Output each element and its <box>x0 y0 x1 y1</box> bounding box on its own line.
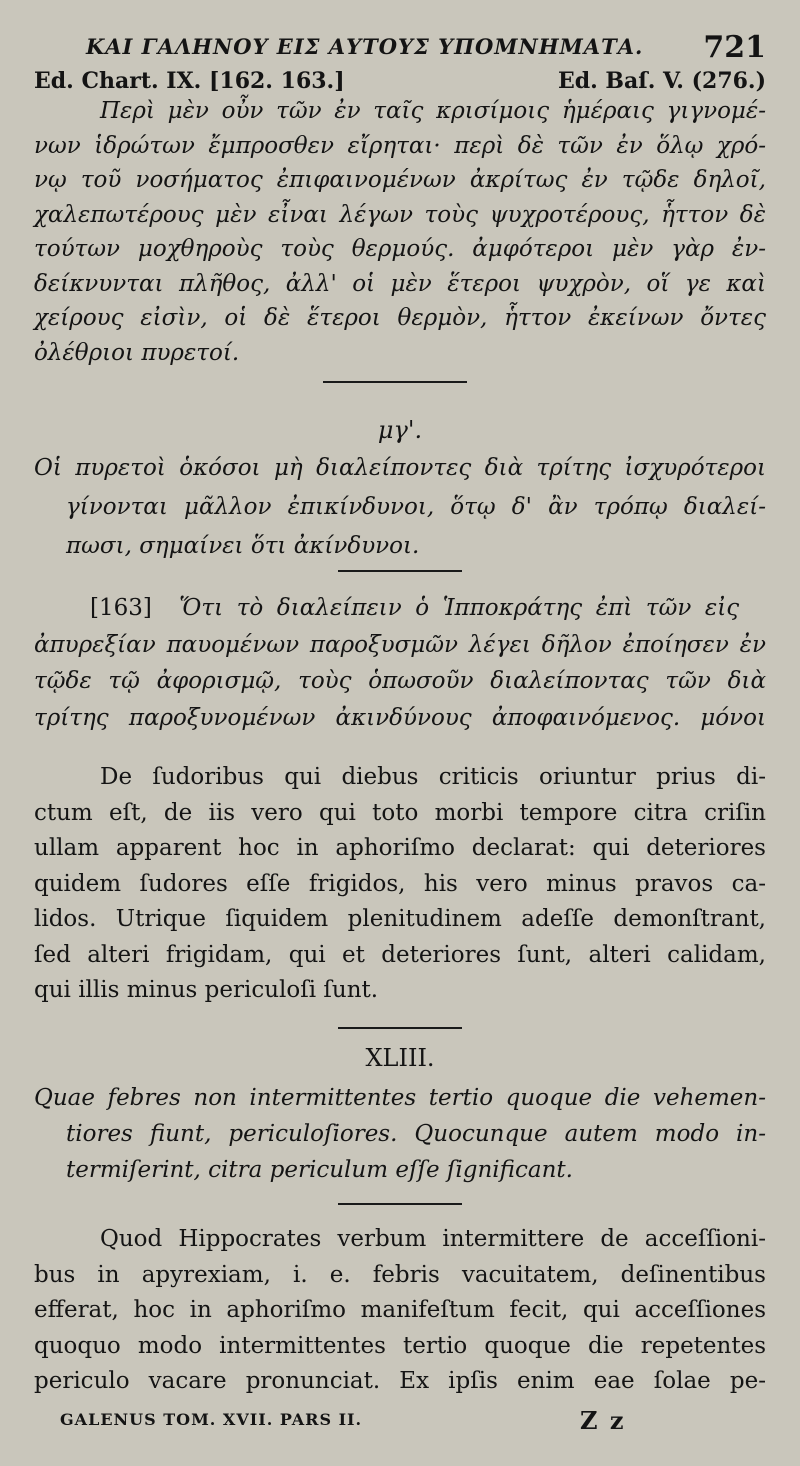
text-line: Quae febres non intermittentes tertio quoque die vehemen- <box>34 1085 766 1111</box>
text-line: τρίτης παροξυνομένων ἀκινδύνους ἀποφαινόμενος. μόνοι <box>34 704 766 731</box>
section-rule <box>338 570 462 572</box>
signature-left: GALENUS TOM. XVII. PARS II. <box>60 1410 363 1429</box>
section-rule <box>338 1203 462 1205</box>
text-line: Οἱ πυρετοὶ ὁκόσοι μὴ διαλείποντες διὰ τρίτης ἰσχυρότεροι <box>34 455 766 481</box>
latin-commentary-2 <box>34 1222 766 1400</box>
aphorism-latin <box>34 1080 766 1188</box>
chartier-page-marker: [163] <box>90 595 152 621</box>
text-line: χείρους εἰσὶν, οἱ δὲ ἕτεροι θερμὸν, ἧττον ἐκείνων ὄντες <box>34 305 766 331</box>
text-line: δείκνυνται πλῆθος, ἀλλ' οἱ μὲν ἕτεροι ψυχρὸν, οἵ γε καὶ <box>34 270 766 297</box>
edition-chartier: Ed. Chart. IX. [162. 163.] <box>34 68 345 94</box>
text-line: πωσι, σημαίνει ὅτι ἀκίνδυνοι. <box>66 533 420 559</box>
text-line: χαλεπωτέρους μὲν εἶναι λέγων τοὺς ψυχροτέρους, ἧττον δὲ <box>34 201 766 228</box>
commentary-first-line <box>34 590 766 627</box>
edition-basel: Ed. Baſ. V. (276.) <box>557 68 766 94</box>
greek-commentary-1 <box>34 94 766 370</box>
text-line: τῷδε τῷ ἀφορισμῷ, τοὺς ὁπωσοῦν διαλείποντας τῶν διὰ <box>34 668 766 694</box>
text-line: τούτων μοχθηροὺς τοὺς θερμούς. ἀμφότεροι μὲν γὰρ ἐν- <box>34 236 766 262</box>
text-line: De ſudoribus qui diebus criticis oriuntur prius di- <box>100 764 766 790</box>
section-rule <box>323 381 467 383</box>
text-line: ctum eſt, de iis vero qui toto morbi tempore citra criſin <box>34 799 766 826</box>
text-line: γίνονται μᾶλλον ἐπικίνδυνοι, ὅτῳ δ' ἂν τρόπῳ διαλεί- <box>66 494 766 520</box>
text-line: qui illis minus periculoſi ſunt. <box>34 977 379 1003</box>
signature-mark: Z z <box>580 1406 626 1435</box>
text-line: ὀλέθριοι πυρετοί. <box>34 339 240 366</box>
running-title: ΚΑΙ ΓΑΛΗΝΟΥ ΕΙΣ ΑΥΤΟΥΣ ΥΠΟΜΝΗΜΑΤΑ. <box>86 34 644 59</box>
text-line: ἀπυρεξίαν παυομένων παροξυσμῶν λέγει δῆλον ἐποίησεν ἐν <box>34 631 766 658</box>
text-line: quoquo modo intermittentes tertio quoque die repetentes <box>34 1332 766 1359</box>
greek-commentary-2 <box>34 590 766 736</box>
text-line: bus in apyrexiam, i. e. febris vacuitatem, deſinentibus <box>34 1261 766 1288</box>
page-footer <box>60 1406 740 1436</box>
text-line: quidem ſudores eſſe frigidos, his vero minus pravos ca- <box>34 870 766 897</box>
page-number: 721 <box>703 30 766 65</box>
text-line: νων ἱδρώτων ἔμπροσθεν εἴρηται· περὶ δὲ τῶν ἐν ὅλῳ χρό- <box>34 132 766 159</box>
running-head <box>0 30 800 70</box>
latin-commentary-1 <box>34 760 766 1009</box>
section-rule <box>338 1027 462 1029</box>
text-line: Quod Hippocrates verbum intermittere de acceſſioni- <box>100 1226 766 1252</box>
text-line: ſed alteri frigidam, qui et deteriores ſunt, alteri calidam, <box>34 941 766 968</box>
text-line: lidos. Utrique ſiquidem plenitudinem adeſſe demonſtrant, <box>34 906 766 932</box>
text-line: ullam apparent hoc in aphoriſmo declarat: qui deteriores <box>34 835 766 861</box>
text-line: Περὶ μὲν οὖν τῶν ἐν ταῖς κρισίμοις ἡμέραις γιγνομέ- <box>100 98 766 124</box>
text-line: Ὅτι τὸ διαλείπειν ὁ Ἱπποκράτης ἐπὶ τῶν εἰς <box>179 595 740 621</box>
text-line: efferat, hoc in aphoriſmo manifeſtum fecit, qui acceſſiones <box>34 1297 766 1323</box>
aphorism-number-latin: XLIII. <box>365 1044 435 1072</box>
text-line: periculo vacare pronunciat. Ex ipſis enim eae ſolae pe- <box>34 1368 766 1394</box>
aphorism-number-greek: μγ'. <box>377 416 423 444</box>
text-line: tiores fiunt, periculoſiores. Quocunque autem modo in- <box>66 1121 766 1147</box>
text-line: termiſerint, citra periculum eſſe ſignificant. <box>66 1157 573 1183</box>
aphorism-greek <box>34 449 766 566</box>
text-line: νῳ τοῦ νοσήματος ἐπιφαινομένων ἀκρίτως ἐν τῷδε δηλοῖ, <box>34 167 766 193</box>
